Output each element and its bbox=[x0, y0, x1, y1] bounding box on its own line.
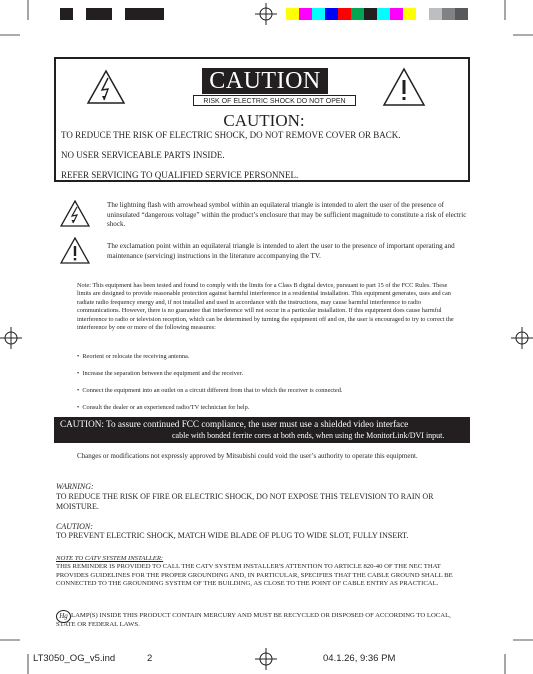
changes-text: Changes or modifications not expressly approved by Mitsubishi could void the user’s authority to operate this equipment. bbox=[77, 452, 418, 460]
caution-line-3: REFER SERVICING TO QUALIFIED SERVICE PERSONNEL. bbox=[61, 170, 299, 180]
caution-box bbox=[54, 57, 470, 182]
caution-line-2: NO USER SERVICEABLE PARTS INSIDE. bbox=[61, 150, 225, 160]
fcc-caution-line-2: cable with bonded ferrite cores at both ends, when using the MonitorLink/DVI input. bbox=[172, 431, 445, 440]
footer-timestamp: 04.1.26, 9:36 PM bbox=[323, 653, 396, 664]
list-item: • Connect the equipment into an outlet on a circuit different from that to which the receiver is connected. bbox=[77, 387, 343, 394]
exclamation-symbol-text: The exclamation point within an equilateral triangle is intended to alert the user to the presence of important operating and maintenance (servicing) instructions in the literature accompanying the TV. bbox=[107, 242, 455, 260]
list-item: • Reorient or relocate the receiving antenna. bbox=[77, 353, 190, 360]
list-item: • Increase the separation between the equipment and the receiver. bbox=[77, 370, 244, 377]
fcc-note: Note: This equipment has been tested and found to comply with the limits for a Class B digital device, pursuant to part 15 of the FCC Rules. These limits are designed to provide reasonable protection against harmful interference in a residential installation. This equipment generates, uses and can radiate radio frequency energy and, if not installed and used in accordance with the instructions, may cause harmful interference to radio communications. However, there is no guarantee that interference will not occur in a particular installation. If this equipment does cause harmful interference to radio or television reception, which can be determined by turning the equipment off and on, the user is encouraged to try to correct the interference by one or more of the following measures: bbox=[77, 282, 454, 332]
catv-text: THIS REMINDER IS PROVIDED TO CALL THE CATV SYSTEM INSTALLER'S ATTENTION TO ARTICLE 820-40 OF THE NEC THAT PROVIDES GUIDELINES FOR THE PROPER GROUNDING AND, IN PARTICULAR, SPECIFIES THAT THE CABLE GROUND SHALL BE CONNECTED TO THE GROUNDING SYSTEM OF THE BUILDING, AS CLOSE TO THE POINT OF CABLE ENTRY AS PRACTICAL. bbox=[56, 563, 453, 588]
caution-subbanner: RISK OF ELECTRIC SHOCK DO NOT OPEN bbox=[193, 95, 356, 106]
caution-label: CAUTION: bbox=[56, 522, 93, 531]
warning-label: WARNING: bbox=[56, 482, 94, 491]
mercury-hg-icon: Hg bbox=[56, 610, 71, 623]
exclamation-warning-icon bbox=[382, 67, 426, 107]
fcc-caution-bar bbox=[54, 417, 470, 443]
caution-heading: CAUTION: bbox=[223, 111, 305, 130]
catv-label: NOTE TO CATV SYSTEM INSTALLER: bbox=[56, 555, 164, 562]
caution-text: TO PREVENT ELECTRIC SHOCK, MATCH WIDE BLADE OF PLUG TO WIDE SLOT, FULLY INSERT. bbox=[56, 531, 409, 540]
lightning-symbol-icon bbox=[60, 200, 90, 227]
fcc-caution-line-1: CAUTION: To assure continued FCC compliance, the user must use a shielded video interface bbox=[60, 419, 409, 429]
caution-line-1: TO REDUCE THE RISK OF ELECTRIC SHOCK, DO NOT REMOVE COVER OR BACK. bbox=[61, 130, 401, 140]
exclamation-symbol-icon bbox=[60, 237, 90, 264]
lightning-symbol-text: The lightning flash with arrowhead symbol within an equilateral triangle is intended to alert the user of the presence of uninsulated “dangerous voltage” within the product’s enclosure that may be sufficient magnitude to constitute a risk of electric shock. bbox=[107, 201, 467, 229]
lightning-warning-icon bbox=[86, 69, 126, 105]
warning-text: TO REDUCE THE RISK OF FIRE OR ELECTRIC SHOCK, DO NOT EXPOSE THIS TELEVISION TO RAIN OR MOISTURE. bbox=[56, 492, 434, 511]
list-item: • Consult the dealer or an experienced radio/TV technician for help. bbox=[77, 404, 250, 411]
footer-filename: LT3050_OG_v5.ind bbox=[33, 653, 116, 664]
footer-page-number: 2 bbox=[147, 653, 153, 664]
caution-banner: CAUTION bbox=[202, 68, 328, 94]
mercury-text: LAMP(S) INSIDE THIS PRODUCT CONTAIN MERCURY AND MUST BE RECYCLED OR DISPOSED OF ACCORDING TO LOCAL, STATE OR FEDERAL LAWS. bbox=[56, 612, 451, 628]
